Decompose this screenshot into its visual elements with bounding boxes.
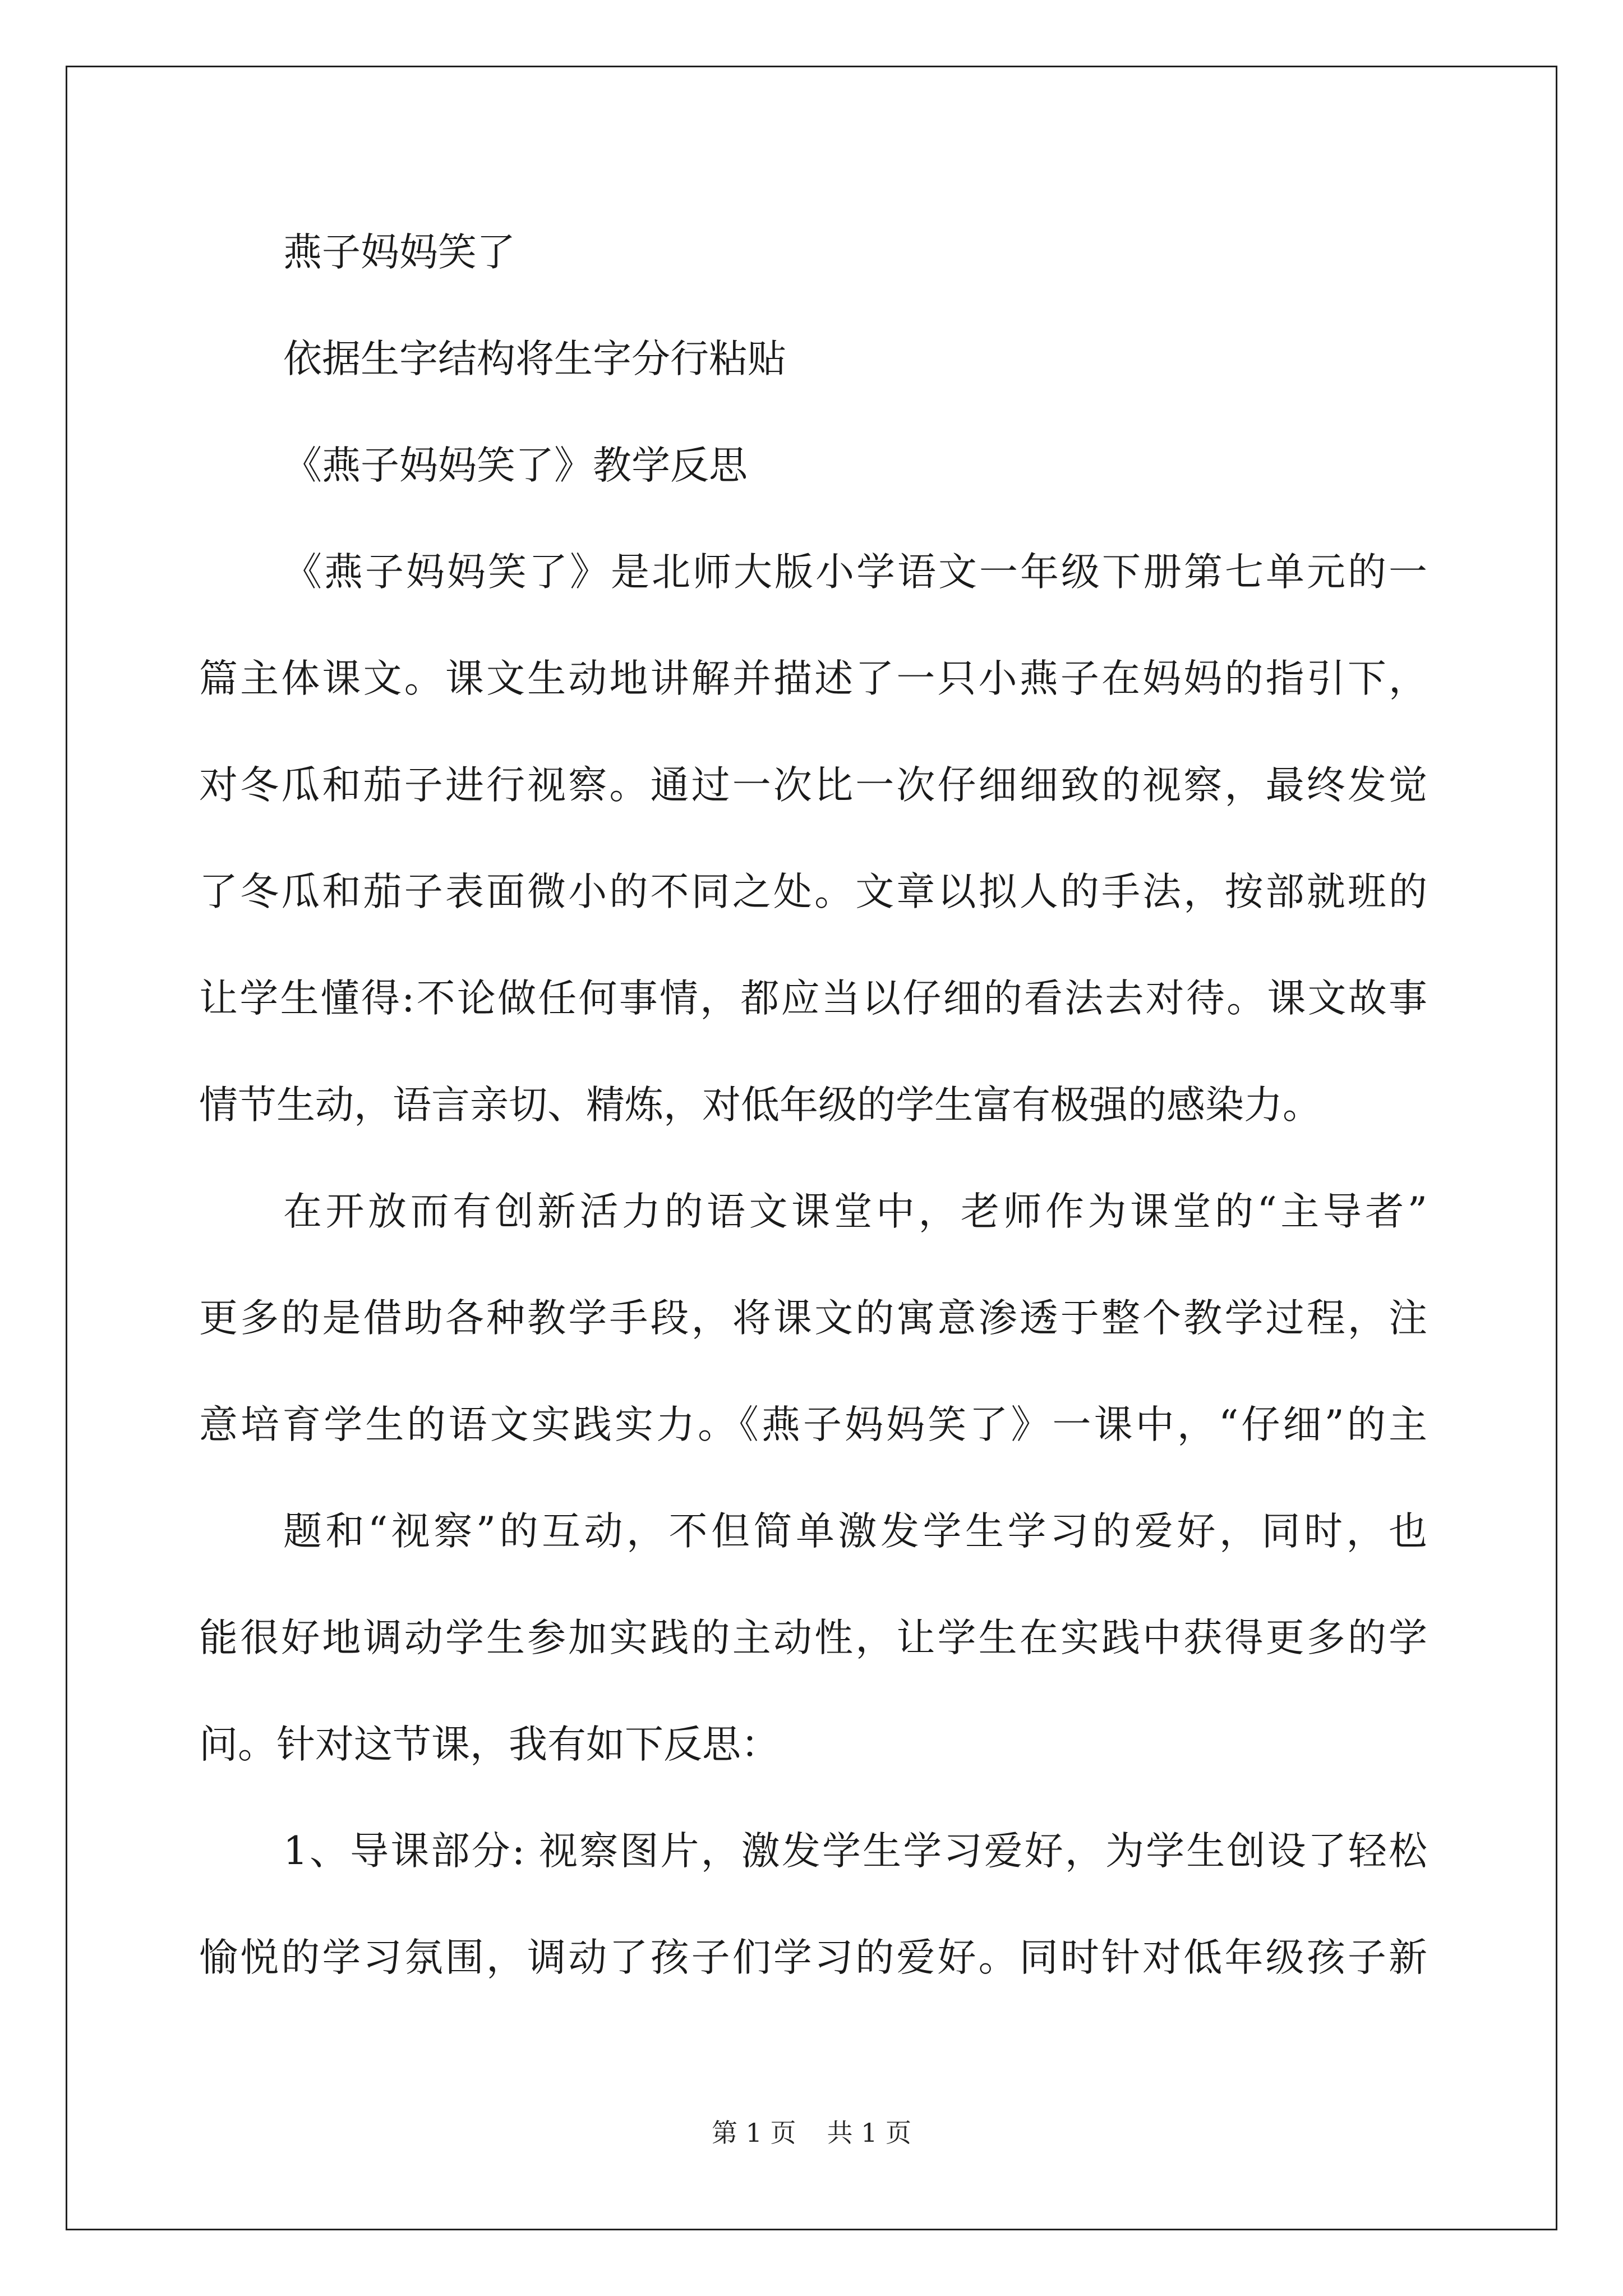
page-total: 共 1 页 <box>827 2118 912 2148</box>
paragraph-line: 问。针对这节课，我有如下反思： <box>199 1722 780 1767</box>
title-line: 燕子妈妈笑了 <box>283 230 515 275</box>
page-number: 第 1 页 <box>711 2118 796 2148</box>
page-border <box>66 66 1557 2230</box>
paragraph-line: 了冬瓜和茄子表面微小的不同之处。文章以拟人的手法，按部就班的 <box>199 869 1427 914</box>
heading-line: 《燕子妈妈笑了》教学反思 <box>283 443 748 488</box>
paragraph-line: 情节生动，语言亲切、精炼，对低年级的学生富有极强的感染力。 <box>199 1083 1321 1128</box>
paragraph-line: 愉悦的学习氛围，调动了孩子们学习的爱好。同时针对低年级孩子新 <box>199 1935 1427 1980</box>
paragraph-line: 对冬瓜和茄子进行视察。通过一次比一次仔细细致的视察，最终发觉 <box>199 763 1427 808</box>
paragraph-line: 更多的是借助各种教学手段，将课文的寓意渗透于整个教学过程，注 <box>199 1296 1427 1341</box>
paragraph-line: 在开放而有创新活力的语文课堂中，老师作为课堂的“主导者” <box>283 1189 1427 1234</box>
paragraph-line: 能很好地调动学生参加实践的主动性，让学生在实践中获得更多的学 <box>199 1616 1427 1660</box>
paragraph-line: 1、导课部分: 视察图片，激发学生学习爱好，为学生创设了轻松 <box>283 1829 1427 1874</box>
paragraph-line: 题和“视察”的互动，不但简单激发学生学习的爱好，同时，也 <box>283 1509 1427 1554</box>
paragraph-line: 篇主体课文。课文生动地讲解并描述了一只小燕子在妈妈的指引下， <box>199 656 1427 701</box>
paragraph-line: 《燕子妈妈笑了》是北师大版小学语文一年级下册第七单元的一 <box>283 550 1427 595</box>
paragraph-line: 意培育学生的语文实践实力。《燕子妈妈笑了》一课中，“仔细”的主 <box>199 1402 1427 1447</box>
paragraph-line: 让学生懂得:不论做任何事情，都应当以仔细的看法去对待。课文故事 <box>199 976 1427 1021</box>
subtitle-line: 依据生字结构将生字分行粘贴 <box>283 337 786 381</box>
page-footer <box>0 2116 1623 2150</box>
